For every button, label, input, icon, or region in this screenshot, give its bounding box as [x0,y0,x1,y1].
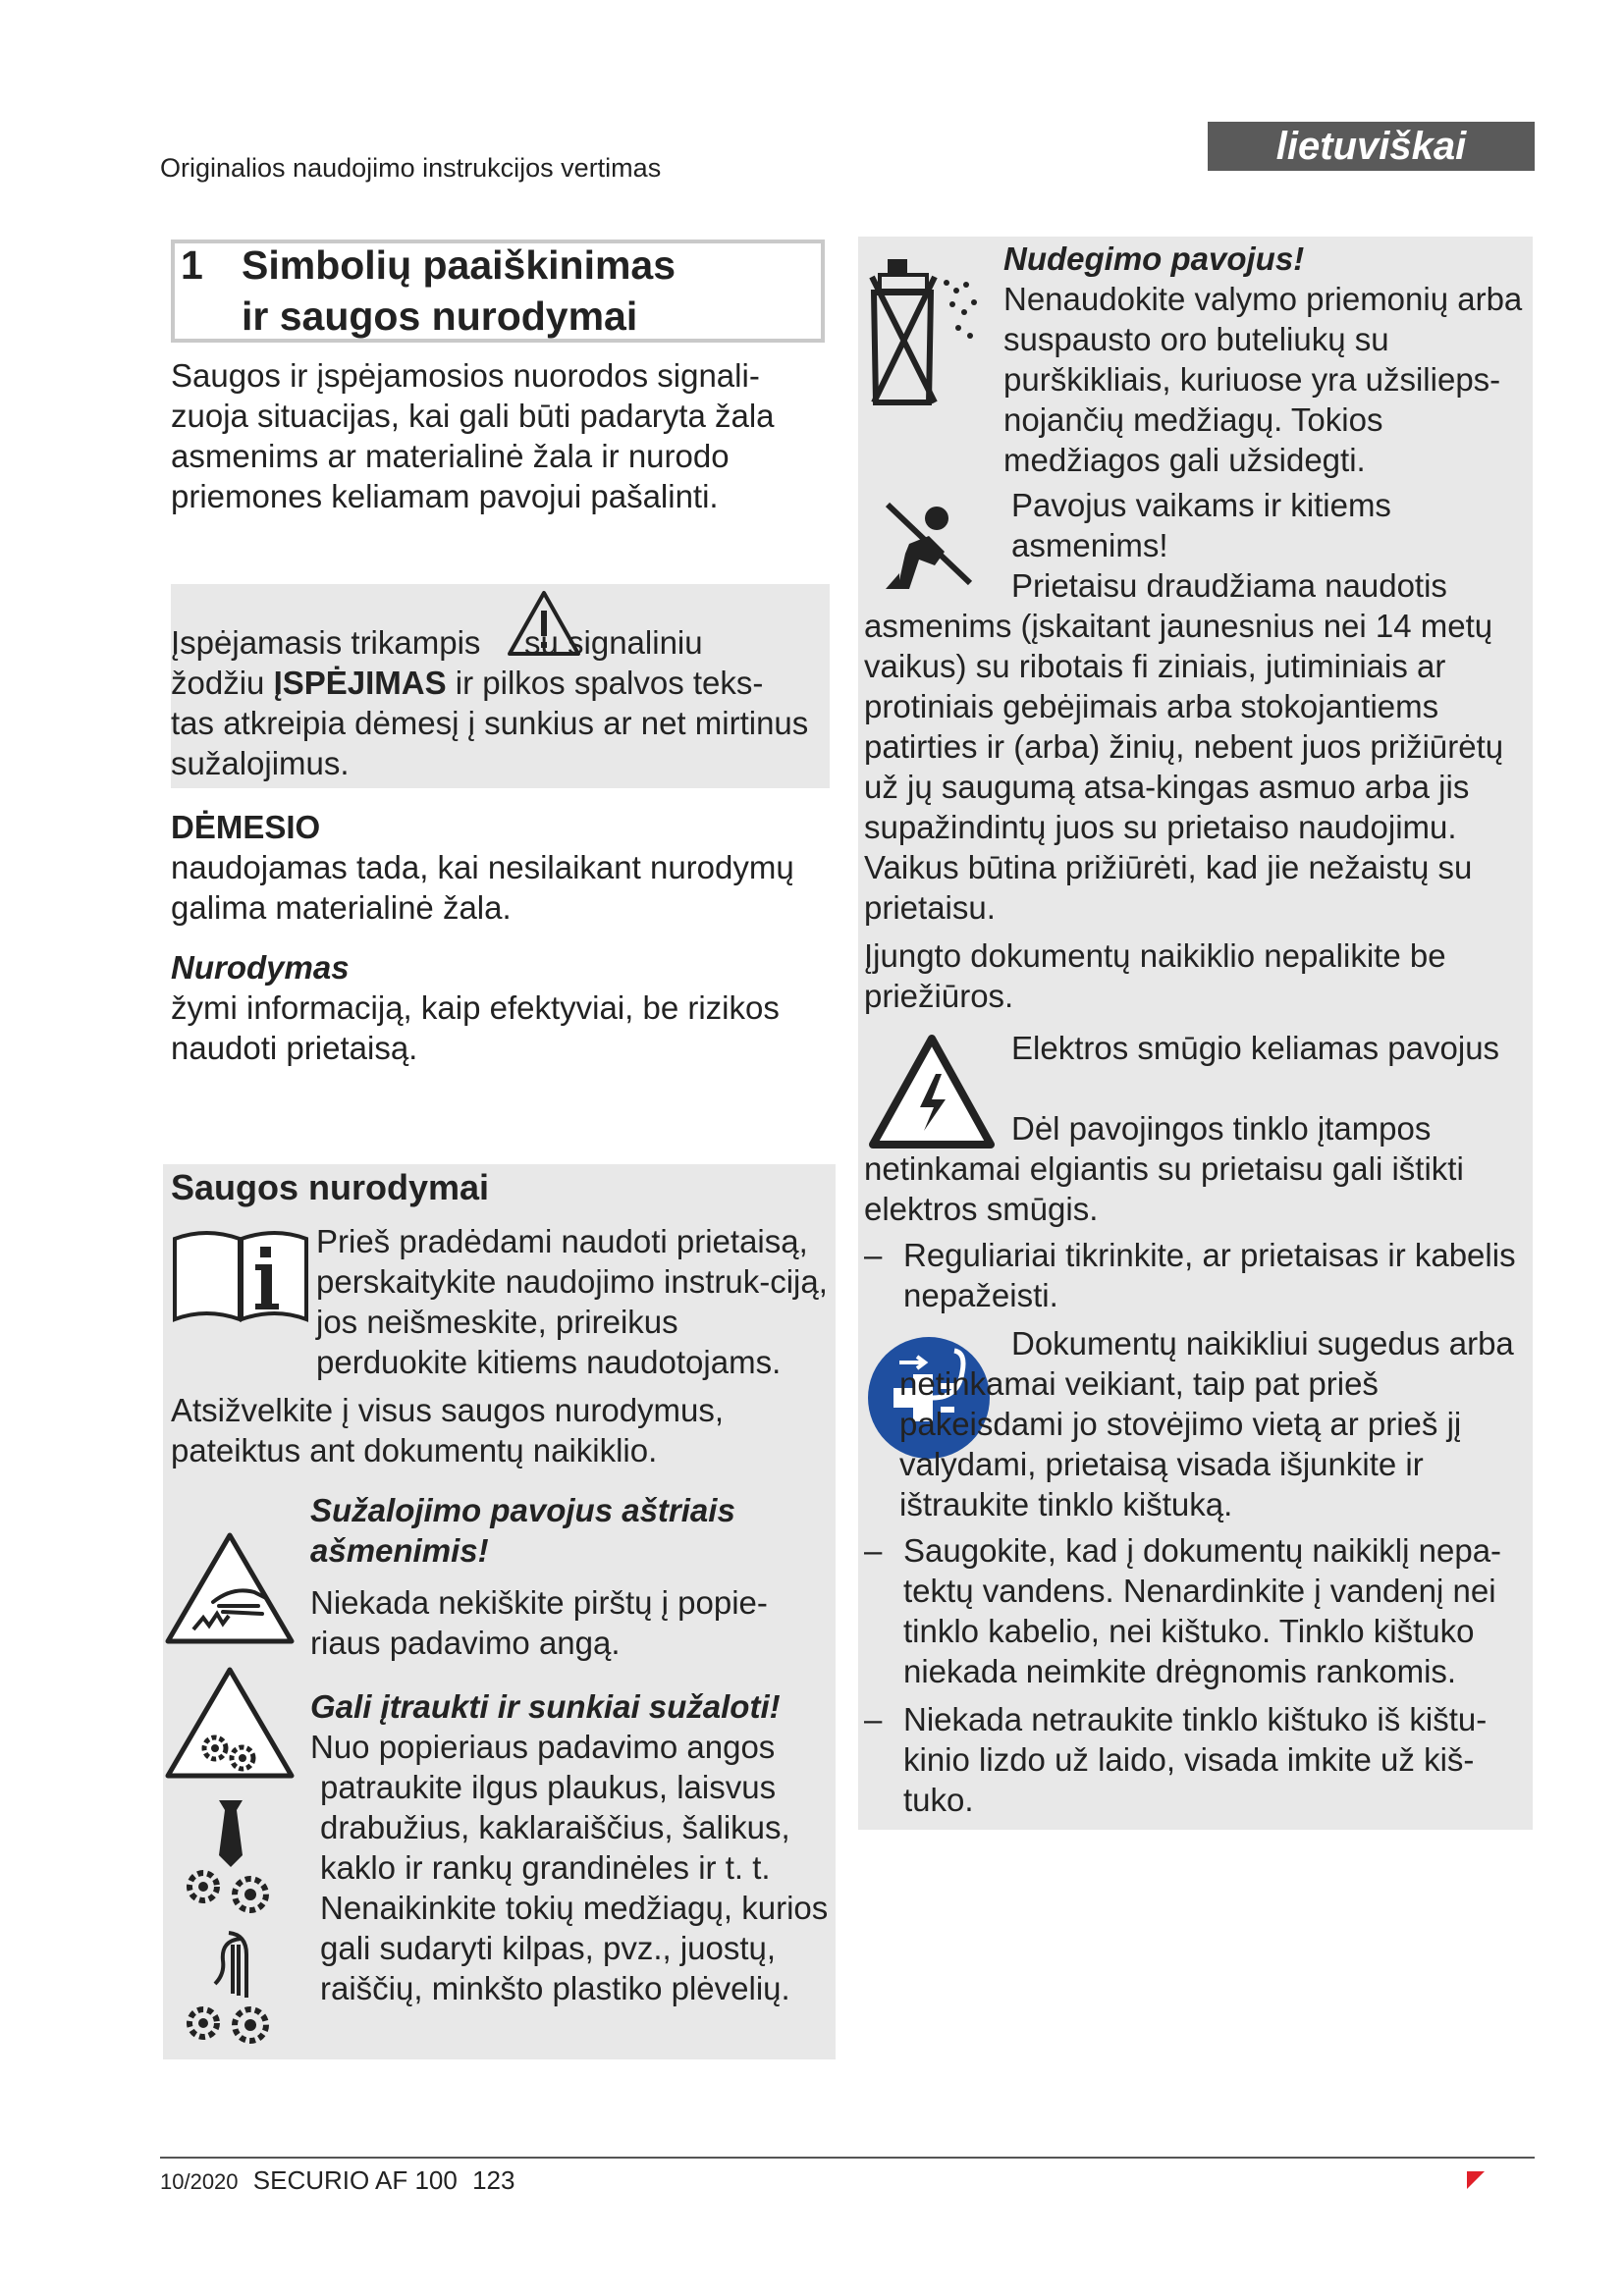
electric-text: Dėl pavojingos tinklo įtampos netinkamai elgiantis su prietaisu gali ištikti elektros smūgis. [864,1110,1464,1227]
manual-text: Prieš pradėdami naudoti prietaisą, perskaitykite naudojimo instruk-ciją, jos neišmeskite, prireikus perduokite kitiems naudotojams. [316,1223,828,1380]
pull-title: Gali įtraukti ir sunkiai sužaloti! [310,1688,781,1725]
bullet-dash: – [864,1532,883,1569]
unplug-text: Dokumentų naikikliui sugedus arba netinkamai veikiant, taip pat prieš pakeisdami jo stovėjimo vietą ar prieš jį valydami, prietaisą visada išjunkite ir ištraukite tinklo kištuką. [899,1325,1514,1522]
electric-wrap [864,1108,1526,1315]
tie-gears-icon [182,1796,280,1914]
burn-title: Nudegimo pavojus! [1003,240,1305,277]
no-spray-can-icon [866,253,986,408]
warning-keyword: ĮSPĖJIMAS [273,665,447,701]
unattended-text: Įjungto dokumentų naikiklio nepalikite be priežiūros. [864,937,1446,1014]
section-title [181,240,676,342]
note-block [171,947,829,1068]
hair-gears-icon [182,1929,280,2047]
burn-text: Nenaudokite valymo priemonių arba suspausto oro buteliukų su purškikliais, kuriuose yra užsilieps-nojančių medžiagų. Tokios medžiagos gali užsidegti. [1003,281,1523,478]
warning-box-text [171,589,819,783]
pull-text: Nuo popieriaus padavimo angos patraukite ilgus plaukus, laisvus drabužius, kaklaraiščius, šalikus, kaklo ir rankų grandinėles ir t. t. Nenaikinkite tokių medžiagų, kurios gali sudaryti kilpas, pvz., juostų, raiščių, minkšto plastiko plėvelių. [310,1729,829,2006]
electric-title: Elektros smūgio keliamas pavojus [1011,1030,1500,1066]
warning-text-after: su signaliniu [524,624,703,661]
bullet-list [864,1530,1526,1820]
children-text-wrap [864,565,1526,1016]
section-intro: Saugos ir įspėjamosios nuorodos signali-zuoja situacijas, kai gali būti padaryta žala asmenims ar materialinė žala ir nurodo priemones keliamam pavojui pašalinti. [171,357,775,514]
bullet-dash: – [864,1237,883,1273]
caution-text: naudojamas tada, kai nesilaikant nurodymų galima materialinė žala. [171,849,794,926]
entanglement-gears-icon [164,1666,296,1782]
note-label: Nurodymas [171,949,350,986]
footer-page: 123 [472,2165,515,2195]
note-text: žymi informaciją, kaip efektyviai, be rizikos naudoti prietaisą. [171,989,780,1066]
sharp-block [310,1490,831,1663]
footer-date: 10/2020 [160,2169,239,2194]
bullet-text-2: Saugokite, kad į dokumentų naikiklį nepa-tektų vandens. Nenardinkite į vandenį nei tinklo kabelio, nei kištuko. Tinklo kištuko niekada neimkite drėgnomis rankomis. [903,1532,1502,1689]
language-tag: lietuviškai [1208,122,1535,171]
read-manual-icon [171,1225,310,1323]
unplug-wrap [899,1323,1528,1524]
safety-heading: Saugos nurodymai [171,1167,490,1207]
warning-line2-prefix: žodžiu [171,665,265,701]
sharp-blade-icon [164,1531,296,1647]
bullet-item-1 [864,1235,1526,1315]
section-title-line2: ir saugos nurodymai [242,294,638,339]
section-title-line1: Simbolių paaiškinimas [242,242,677,288]
warning-rest: tas atkreipia dėmesį į sunkius ar net mirtinus sužalojimus. [171,705,809,781]
caution-label: DĖMESIO [171,809,321,845]
pull-block [310,1686,831,2008]
sharp-text: Niekada nekiškite pirštų į popie-riaus padavimo angą. [310,1584,768,1661]
children-text: Prietaisu draudžiama naudotis asmenims (įskaitant jaunesnius nei 14 metų vaikus) su ribotais fi ziniais, jutiminiais ar protiniais gebėjimais arba stokojantiems patirties ir (arba) žinių, nebent juos prižiūrėtų už jų saugumą atsa-kingas asmuo arba jis supažindintų juos su prietaiso naudojimu. Vaikus būtina prižiūrėti, kad jie nežaistų su prietaisu. [864,567,1504,926]
bullet-dash: – [864,1701,883,1737]
caution-block [171,807,829,928]
bullet-text-3: Niekada netraukite tinklo kištuko iš kištu-kinio lizdo už laido, visada imkite už kiš-tuko. [903,1701,1488,1818]
footer-rule [160,2157,1535,2159]
footer [160,2165,514,2196]
bullet-item-3 [864,1699,1526,1820]
warning-text-before: Įspėjamasis trikampis [171,624,481,661]
sharp-title: Sužalojimo pavojus aštriais ašmenimis! [310,1492,735,1569]
document-subtitle: Originalios naudojimo instrukcijos vertimas [160,153,662,183]
burn-block [1003,239,1524,480]
section-number: 1 [181,242,203,288]
corner-mark-icon [1465,2169,1487,2191]
observe-text: Atsižvelkite į visus saugos nurodymus, pateiktus ant dokumentų naikiklio. [171,1392,725,1468]
children-title: Pavojus vaikams ir kitiems asmenims! [1011,487,1391,563]
warning-line2-suffix: ir pilkos spalvos teks- [455,665,764,701]
footer-model: SECURIO AF 100 [252,2165,458,2195]
bullet-item-2 [864,1530,1526,1691]
bullet-text-1: Reguliariai tikrinkite, ar prietaisas ir kabelis nepažeisti. [903,1237,1516,1313]
